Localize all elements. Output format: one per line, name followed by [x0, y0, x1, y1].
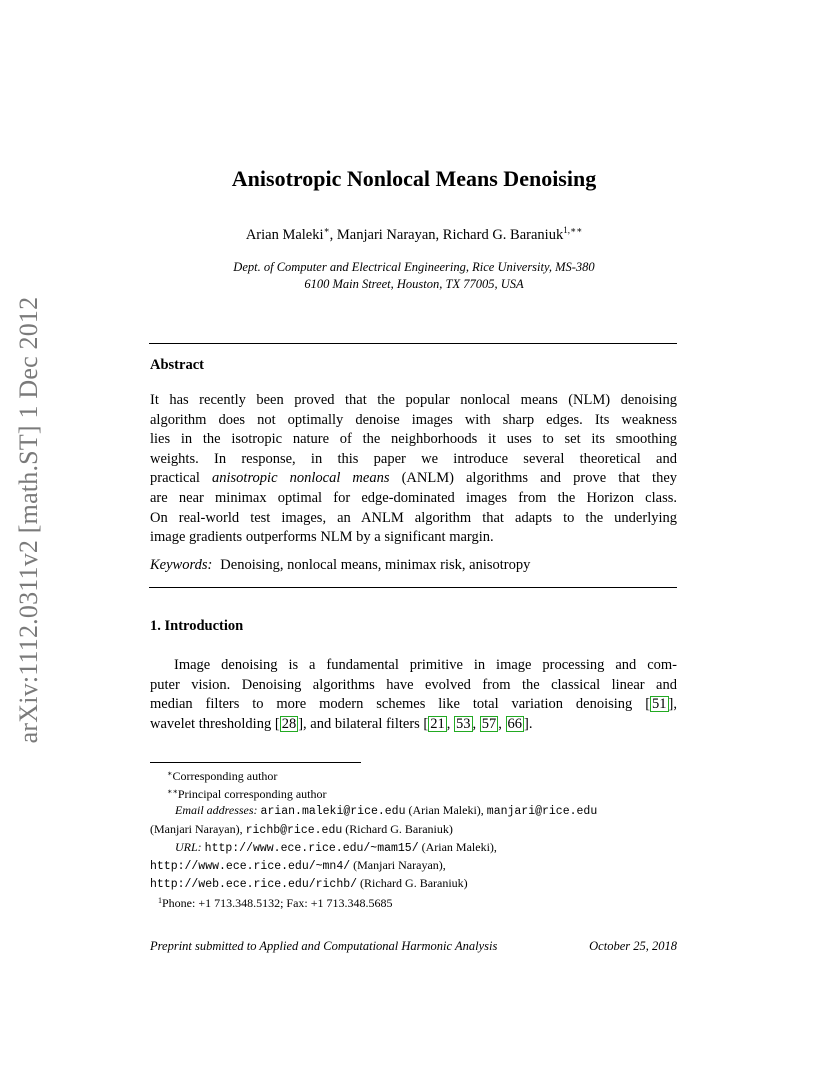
- keywords: [150, 557, 530, 574]
- url-link[interactable]: http://web.ece.rice.edu/richb/: [150, 878, 358, 892]
- footnote-emails: [150, 802, 677, 820]
- footnote-urls-cont: [150, 875, 677, 893]
- email-label: Email addresses:: [175, 803, 258, 818]
- footnote-urls-cont: [150, 857, 677, 875]
- url-owner: (Manjari Narayan),: [353, 858, 446, 873]
- footnote-corresponding: [150, 766, 677, 784]
- abstract-line: are near minimax optimal for edge-dominated images from the Horizon class.: [150, 489, 677, 506]
- abstract-emphasis: anisotropic nonlocal means: [212, 470, 390, 487]
- intro-line: puter vision. Denoising algorithms have evolved from the classical linear and: [150, 676, 677, 693]
- author-name: Richard G. Baraniuk: [442, 227, 564, 243]
- footnote-mark: 1: [158, 896, 162, 906]
- preprint-footer: [150, 939, 677, 954]
- author-footnote-mark: ∗: [323, 225, 330, 235]
- footnote-text: Phone: +1 713.348.5132; Fax: +1 713.348.5685: [162, 896, 393, 911]
- author-list: Arian Maleki∗, Manjari Narayan, Richard G. Baraniuk$^{1,∗∗}$: [245, 225, 583, 243]
- author-footnote-mark: 1,∗∗: [563, 225, 583, 235]
- abstract-line: It has recently been proved that the popular nonlocal means (NLM) denoising: [150, 392, 677, 408]
- keywords-label: Keywords:: [150, 557, 213, 573]
- abstract-line: image gradients outperforms NLM by a significant margin.: [150, 529, 494, 546]
- email-link[interactable]: richb@rice.edu: [245, 823, 343, 837]
- intro-line: wavelet thresholding [ 28 ], and bilateral filters [ 21 , 53 , 57 , 66 ].: [150, 715, 533, 732]
- affiliation-line: 6100 Main Street, Houston, TX 77005, USA: [304, 277, 524, 291]
- intro-line: median filters to more modern schemes like total variation denoising [ 51 ],: [150, 696, 677, 713]
- abstract-line: On real-world test images, an ANLM algorithm that adapts to the underlying: [150, 509, 677, 526]
- intro-line: Image denoising is a fundamental primitive in image processing and com-: [174, 657, 677, 673]
- url-link[interactable]: http://www.ece.rice.edu/~mn4/: [150, 860, 351, 874]
- footnote-mark: ∗: [167, 769, 173, 778]
- preprint-date: October 25, 2018: [589, 939, 677, 953]
- intro-text-run: median filters to more modern schemes like total variation denoising: [150, 696, 646, 713]
- abstract-heading: Abstract: [150, 357, 204, 373]
- email-owner: (Arian Maleki),: [408, 803, 484, 818]
- abstract-bottom-rule: [149, 587, 677, 588]
- email-link[interactable]: arian.maleki@rice.edu: [260, 805, 406, 819]
- url-label: URL:: [175, 839, 202, 854]
- email-owner: (Richard G. Baraniuk): [345, 821, 453, 836]
- footnote-rule: [150, 762, 361, 763]
- footnote-emails-cont: [150, 821, 677, 839]
- citation-link[interactable]: 66: [507, 715, 523, 732]
- footnote-urls: [150, 839, 677, 857]
- citation-link[interactable]: 57: [481, 715, 497, 732]
- affiliation-line: Dept. of Computer and Electrical Engineering, Rice University, MS-380: [233, 260, 595, 274]
- abstract-line: lies in the isotropic nature of the neighborhoods it uses to set its smoothing: [150, 431, 677, 448]
- abstract-line: weights. In response, in this paper we introduce several theoretical and: [150, 450, 677, 467]
- intro-text-run: wavelet thresholding: [150, 715, 275, 732]
- citation-link[interactable]: 53: [456, 715, 471, 732]
- email-link[interactable]: manjari@rice.edu: [486, 805, 598, 819]
- paper-title: Anisotropic Nonlocal Means Denoising: [231, 166, 597, 191]
- author-name: Manjari Narayan: [336, 227, 436, 243]
- footnote-principal: [150, 784, 677, 802]
- footnote-phone: [150, 893, 677, 911]
- footnotes: [150, 766, 677, 912]
- keywords-text: Denoising, nonlocal means, minimax risk, anisotropy: [220, 557, 531, 573]
- abstract-text-run: practical: [150, 470, 212, 487]
- citation-link[interactable]: 28: [281, 715, 297, 732]
- intro-text-run: , and bilateral filters: [303, 715, 424, 732]
- url-owner: (Richard G. Baraniuk): [360, 876, 468, 891]
- abstract-body: [150, 391, 677, 548]
- arxiv-identifier: arXiv:1112.0311v2 [math.ST] 1 Dec 2012: [14, 296, 43, 744]
- url-owner: (Arian Maleki),: [421, 839, 497, 854]
- section-heading-introduction: 1. Introduction: [150, 618, 244, 634]
- url-link[interactable]: http://www.ece.rice.edu/~mam15/: [204, 841, 419, 855]
- affiliation: [0, 259, 828, 293]
- author-name: Arian Maleki: [245, 227, 324, 243]
- abstract-top-rule: [149, 343, 677, 344]
- introduction-body: [150, 656, 677, 734]
- citation-link[interactable]: 21: [430, 715, 445, 732]
- abstract-line: [150, 469, 677, 489]
- email-owner: (Manjari Narayan),: [150, 821, 243, 836]
- footnote-text: Principal corresponding author: [177, 787, 327, 802]
- citation-link[interactable]: 51: [652, 696, 667, 713]
- preprint-note: Preprint submitted to Applied and Computational Harmonic Analysis: [150, 939, 498, 953]
- abstract-line: algorithm does not optimally denoise images with sharp edges. Its weakness: [150, 411, 677, 428]
- footnote-text: Corresponding author: [172, 769, 278, 783]
- footnote-mark: ∗∗: [167, 787, 178, 797]
- abstract-text-run: (ANLM) algorithms and prove that they: [389, 470, 678, 487]
